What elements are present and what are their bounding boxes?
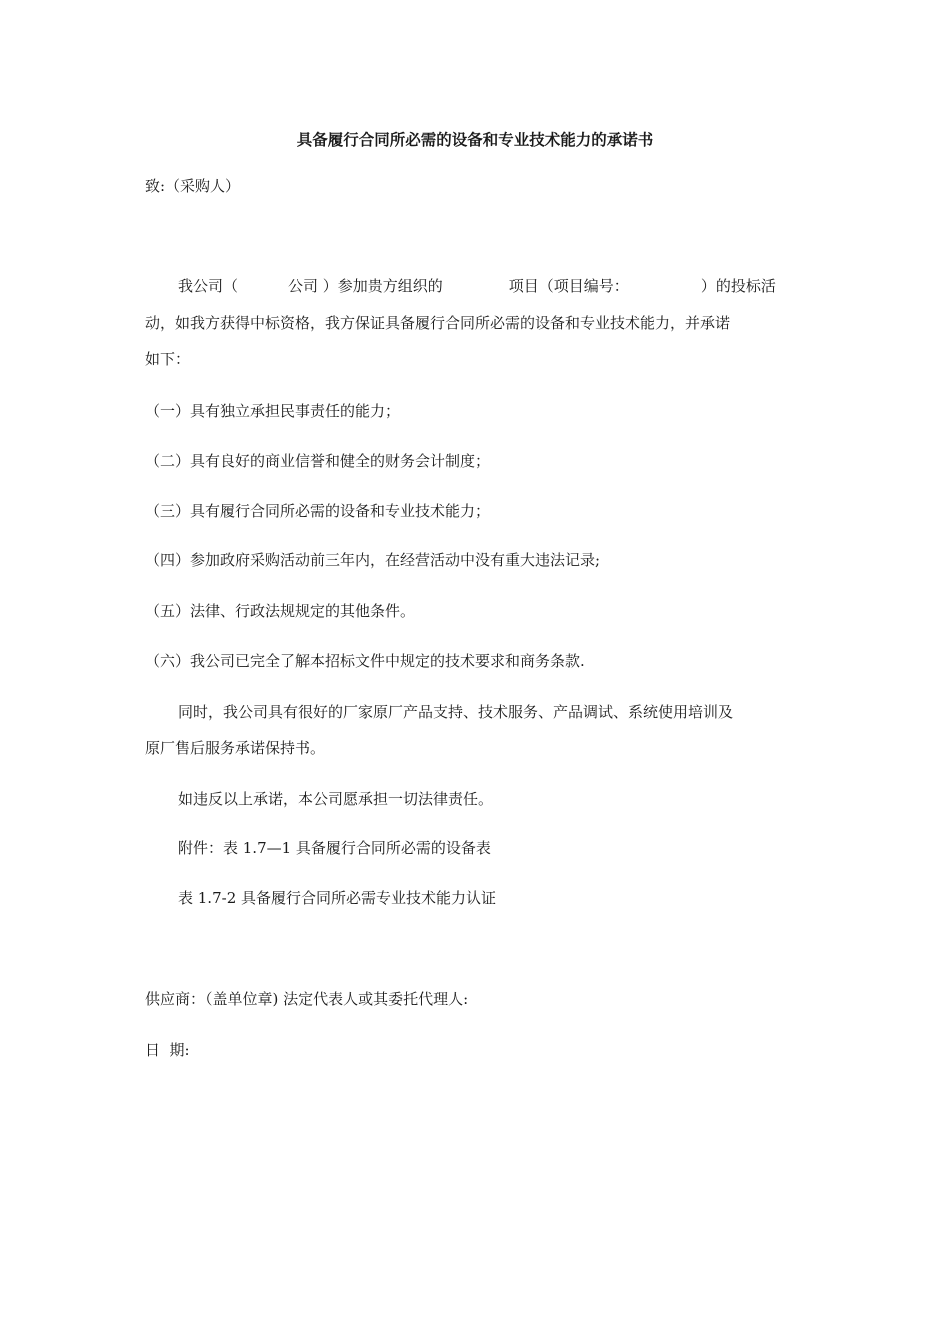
list-item: （四）参加政府采购活动前三年内，在经营活动中没有重大违法记录; — [145, 551, 601, 569]
list-item: （六）我公司已完全了解本招标文件中规定的技术要求和商务条款. — [145, 652, 585, 670]
intro-segment-4: ）的投标活 — [700, 277, 776, 295]
document-title: 具备履行合同所必需的设备和专业技术能力的承诺书 — [296, 131, 654, 149]
violation-statement: 如违反以上承诺，本公司愿承担一切法律责任。 — [178, 790, 494, 808]
support-line-1: 同时，我公司具有很好的厂家原厂产品支持、技术服务、产品调试、系统使用培训及 — [178, 703, 734, 721]
intro-segment-2: 公司 ）参加贵方组织的 — [288, 277, 443, 295]
intro-line-3: 如下： — [145, 350, 191, 368]
list-item: （五）法律、行政法规规定的其他条件。 — [145, 602, 416, 620]
list-item: （一）具有独立承担民事责任的能力； — [145, 402, 401, 420]
list-item: （二）具有良好的商业信誉和健全的财务会计制度； — [145, 452, 491, 470]
intro-line-2: 动，如我方获得中标资格，我方保证具备履行合同所必需的设备和专业技术能力，并承诺 — [145, 314, 731, 332]
support-line-2: 原厂售后服务承诺保持书。 — [145, 739, 326, 757]
recipient-line: 致:（采购人） — [145, 177, 241, 195]
attachment-2: 表 1.7-2 具备履行合同所必需专业技术能力认证 — [178, 889, 497, 907]
intro-segment-3: 项目（项目编号： — [508, 277, 629, 295]
list-item: （三）具有履行合同所必需的设备和专业技术能力； — [145, 502, 491, 520]
intro-segment-1: 我公司（ — [178, 277, 239, 295]
attachment-1: 附件：表 1.7—1 具备履行合同所必需的设备表 — [178, 839, 491, 857]
intro-line-1 — [178, 276, 776, 296]
date-line: 日 期: — [145, 1041, 190, 1059]
supplier-signature-line: 供应商：（盖单位章) 法定代表人或其委托代理人: — [145, 990, 469, 1008]
